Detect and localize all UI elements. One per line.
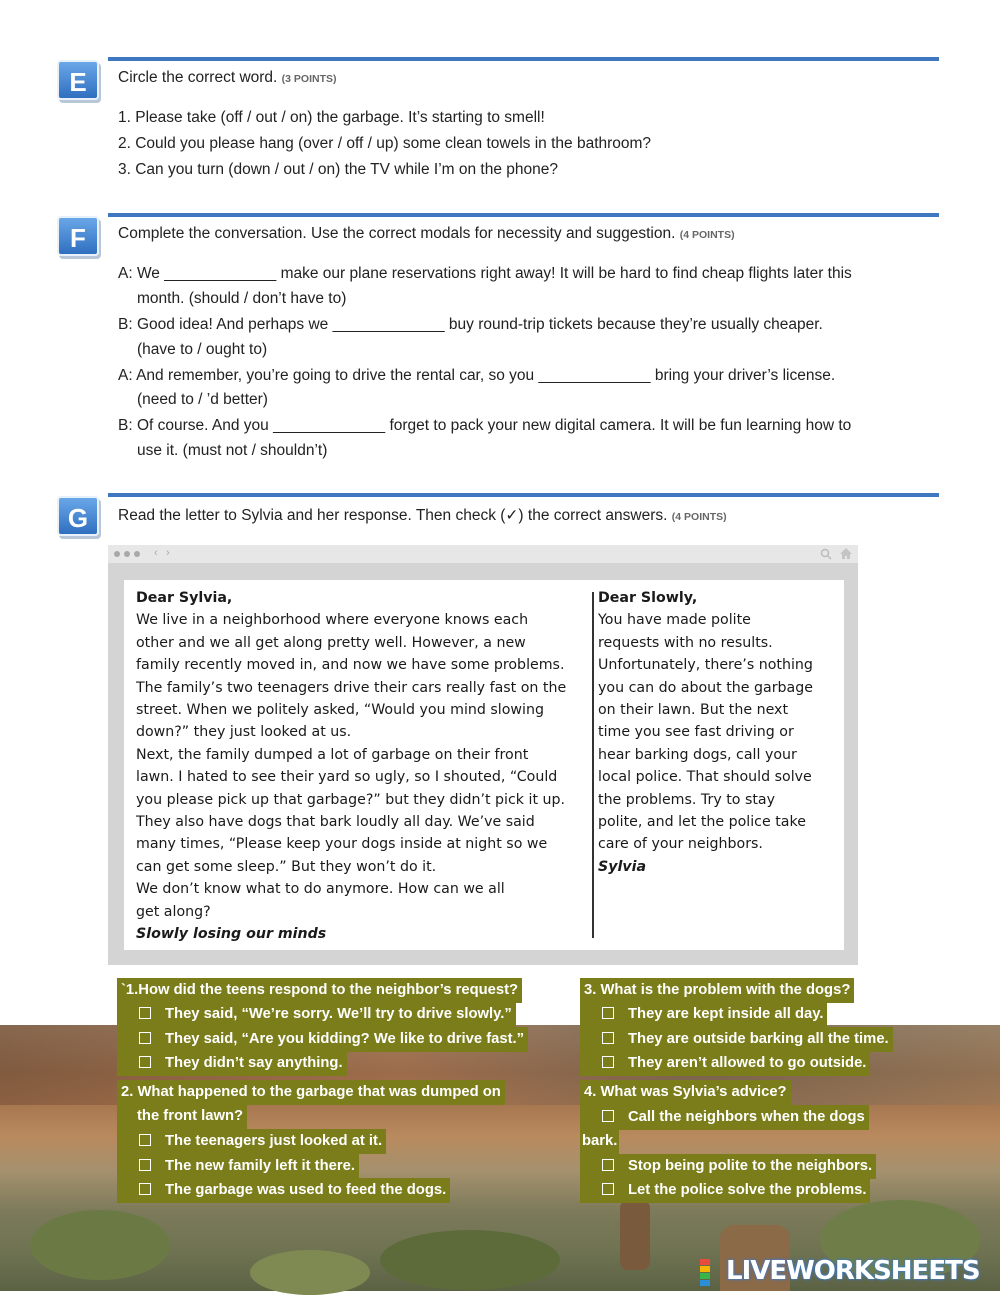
q2-option-2[interactable] — [117, 1154, 359, 1179]
letter-line: Next, the family dumped a lot of garbage on their front — [136, 746, 529, 763]
response-line: care of your neighbors. — [598, 836, 763, 853]
section-e-item-1: 1. Please take (off / out / on) the garbage. It’s starting to smell! — [118, 109, 545, 126]
letter-line: down?” they just looked at us. — [136, 724, 352, 741]
q4-option-2[interactable] — [580, 1154, 876, 1179]
section-e-badge: E — [57, 60, 99, 100]
q4-option-1[interactable] — [580, 1105, 869, 1130]
letter-line: The family’s two teenagers drive their cars really fast on the — [136, 679, 567, 696]
letter-page — [124, 580, 844, 950]
response-line: the problems. Try to stay — [598, 791, 776, 808]
browser-window — [108, 545, 858, 965]
section-g-instruction — [118, 506, 727, 525]
letter-line: We live in a neighborhood where everyone knows each — [136, 612, 529, 629]
letter-line: get along? — [136, 903, 211, 920]
response-line: hear barking dogs, call your — [598, 746, 797, 763]
option-label: The new family left it there. — [165, 1158, 355, 1174]
section-g-badge: G — [57, 496, 99, 536]
letter-line: We don’t know what to do anymore. How can we all — [136, 881, 505, 898]
response-line: you can do about the garbage — [598, 679, 813, 696]
letter-line: many times, “Please keep your dogs inside at night so we — [136, 836, 548, 853]
letter-line: other and we all get along pretty well. However, a new — [136, 634, 526, 651]
shrub — [380, 1230, 560, 1290]
response-line: requests with no results. — [598, 634, 773, 651]
window-dot-icon — [124, 551, 130, 557]
instruction-text: Read the letter to Sylvia and her response. Then check (✓) the correct answers. — [118, 507, 668, 524]
checkbox-icon[interactable] — [139, 1159, 151, 1171]
section-e-item-3: 3. Can you turn (down / out / on) the TV while I’m on the phone? — [118, 161, 559, 178]
letter-line: you please pick up that garbage?” but they didn’t pick it up. — [136, 791, 566, 808]
letter-line: can get some sleep.” But they won’t do it. — [136, 858, 437, 875]
letter-signature: Slowly losing our minds — [136, 926, 327, 943]
response-line: on their lawn. But the next — [598, 702, 789, 719]
home-icon — [839, 547, 853, 560]
option-label: Let the police solve the problems. — [628, 1182, 867, 1198]
checkbox-icon[interactable] — [139, 1134, 151, 1146]
checkbox-icon[interactable] — [602, 1056, 614, 1068]
section-f-badge: F — [57, 216, 99, 256]
option-label: They said, “Are you kidding? We like to drive fast.” — [165, 1031, 525, 1047]
option-label: They are kept inside all day. — [628, 1006, 824, 1022]
window-dot-icon — [114, 551, 120, 557]
letter-line: lawn. I hated to see their yard so ugly, so I shouted, “Could — [136, 769, 558, 786]
question-2: 2. What happened to the garbage that was dumped on — [117, 1080, 505, 1105]
letter-line: family recently moved in, and now we have some problems. — [136, 657, 565, 674]
sylvia-response — [598, 587, 838, 878]
q2-option-3[interactable] — [117, 1178, 450, 1203]
section-g-rule — [108, 493, 939, 497]
letter-to-sylvia — [136, 587, 576, 946]
response-signature: Sylvia — [598, 858, 647, 875]
q4-option-1-wrap: bark. — [580, 1129, 619, 1154]
option-label: They aren’t allowed to go outside. — [628, 1055, 867, 1071]
section-f-instruction — [118, 225, 735, 243]
q3-option-2[interactable] — [580, 1027, 893, 1052]
checkbox-icon[interactable] — [602, 1007, 614, 1019]
checkbox-icon[interactable] — [602, 1159, 614, 1171]
instruction-text: Circle the correct word. — [118, 69, 278, 86]
window-dot-icon — [134, 551, 140, 557]
column-divider — [592, 592, 594, 938]
response-line: polite, and let the police take — [598, 814, 806, 831]
shrub — [30, 1210, 170, 1280]
question-3: 3. What is the problem with the dogs? — [580, 978, 854, 1003]
conversation-line-3b: (need to / ’d better) — [137, 391, 268, 408]
conversation-line-4b: use it. (must not / shouldn’t) — [137, 442, 328, 459]
option-label: They said, “We’re sorry. We’ll try to drive slowly.” — [165, 1006, 512, 1022]
q4-option-3[interactable] — [580, 1178, 870, 1203]
checkbox-icon[interactable] — [139, 1032, 151, 1044]
question-1: `1.How did the teens respond to the neighbor’s request? — [117, 978, 522, 1003]
section-f-rule — [108, 213, 939, 217]
option-label: The garbage was used to feed the dogs. — [165, 1182, 447, 1198]
hiker-figure — [620, 1200, 650, 1270]
letter-greeting: Dear Sylvia, — [136, 590, 233, 606]
conversation-line-1b: month. (should / don’t have to) — [137, 290, 347, 307]
response-line: time you see fast driving or — [598, 724, 794, 741]
section-e-instruction — [118, 69, 337, 87]
conversation-line-1: A: We _____________ make our plane reservations right away! It will be hard to find cheap flights later this — [118, 265, 852, 282]
question-2-continued: the front lawn? — [117, 1104, 247, 1129]
option-label: They are outside barking all the time. — [628, 1031, 889, 1047]
checkbox-icon[interactable] — [139, 1183, 151, 1195]
checkbox-icon[interactable] — [139, 1056, 151, 1068]
checkbox-icon[interactable] — [602, 1032, 614, 1044]
response-line: Unfortunately, there’s nothing — [598, 657, 813, 674]
section-e-item-2: 2. Could you please hang (over / off / up) some clean towels in the bathroom? — [118, 135, 652, 152]
q1-option-3[interactable] — [117, 1051, 347, 1076]
instruction-text: Complete the conversation. Use the correct modals for necessity and suggestion. — [118, 225, 676, 242]
q3-option-1[interactable] — [580, 1002, 827, 1027]
response-greeting: Dear Slowly, — [598, 590, 698, 606]
search-icon — [820, 548, 832, 560]
logo-text: LIVEWORKSHEETS — [726, 1256, 980, 1286]
response-line: You have made polite — [598, 612, 751, 629]
q2-option-1[interactable] — [117, 1129, 386, 1154]
response-line: local police. That should solve — [598, 769, 812, 786]
points-label: (4 POINTS) — [679, 229, 735, 241]
letter-line: They also have dogs that bark loudly all day. We’ve said — [136, 814, 535, 831]
option-label: They didn’t say anything. — [165, 1055, 343, 1071]
conversation-line-2b: (have to / ought to) — [137, 341, 268, 358]
conversation-line-4: B: Of course. And you _____________ forget to pack your new digital camera. It will be fun learning how to — [118, 417, 852, 434]
shrub — [250, 1250, 370, 1295]
question-4: 4. What was Sylvia’s advice? — [580, 1080, 791, 1105]
checkbox-icon[interactable] — [602, 1183, 614, 1195]
points-label: (3 POINTS) — [281, 73, 337, 85]
q1-option-2[interactable] — [117, 1027, 528, 1052]
liveworksheets-icon — [700, 1259, 722, 1287]
liveworksheets-logo[interactable] — [700, 1255, 998, 1289]
conversation-line-3: A: And remember, you’re going to drive the rental car, so you _____________ bring your driver’s license. — [118, 367, 836, 384]
points-label: (4 POINTS) — [671, 511, 727, 523]
option-label: Call the neighbors when the dogs — [628, 1109, 865, 1125]
q1-option-1[interactable] — [117, 1002, 516, 1027]
section-e-rule — [108, 57, 939, 61]
letter-line: street. When we politely asked, “Would you mind slowing — [136, 702, 544, 719]
option-label: The teenagers just looked at it. — [165, 1133, 383, 1149]
conversation-line-2: B: Good idea! And perhaps we _____________ buy round-trip tickets because they’re usually cheaper. — [118, 316, 823, 333]
option-label: Stop being polite to the neighbors. — [628, 1158, 873, 1174]
back-arrow-icon: ‹ — [154, 547, 158, 559]
checkbox-icon[interactable] — [139, 1007, 151, 1019]
browser-toolbar — [108, 545, 858, 563]
q3-option-3[interactable] — [580, 1051, 870, 1076]
checkbox-icon[interactable] — [602, 1110, 614, 1122]
forward-arrow-icon: › — [166, 547, 170, 559]
